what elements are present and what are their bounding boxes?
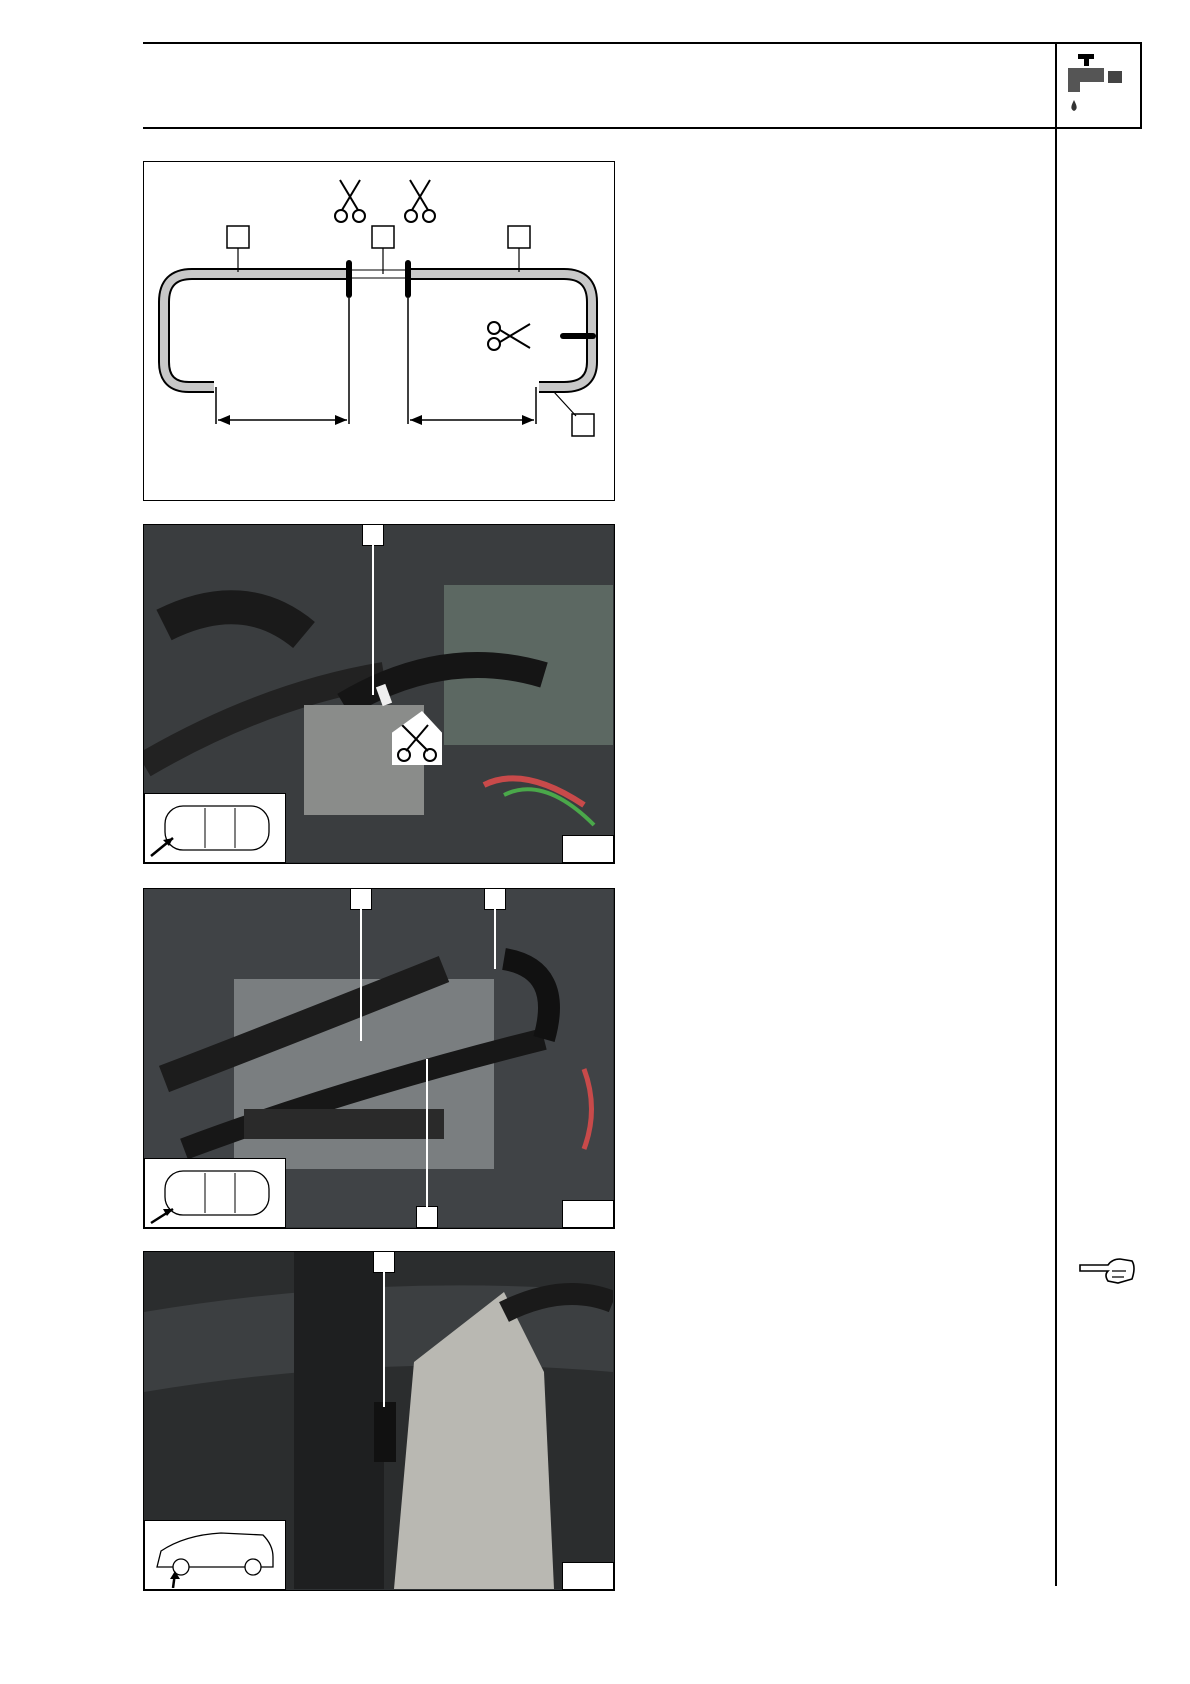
figure-tag	[562, 1562, 614, 1590]
callout-line	[372, 545, 374, 695]
callout-label	[362, 524, 384, 546]
scissors-icon	[334, 178, 366, 224]
callout-label	[484, 888, 506, 910]
callout-label	[373, 1251, 395, 1273]
callout-line	[494, 909, 496, 969]
right-column-rule	[1055, 42, 1057, 1586]
photo-3	[143, 1251, 615, 1591]
car-top-view-icon	[144, 1158, 286, 1228]
callout-line	[383, 1272, 385, 1407]
photo-1	[143, 524, 615, 864]
scissors-icon	[486, 320, 532, 352]
car-side-view-icon	[144, 1520, 286, 1590]
callout-label	[350, 888, 372, 910]
photo-2	[143, 888, 615, 1229]
header-bottom-rule	[143, 127, 1142, 129]
callout-label	[416, 1206, 438, 1228]
hose-cutting-diagram	[143, 161, 615, 501]
car-top-view-icon	[144, 793, 286, 863]
pointing-hand-icon	[1078, 1253, 1138, 1287]
callout-line	[360, 909, 362, 1041]
coolant-tap-icon	[1060, 48, 1138, 122]
header-top-rule	[143, 42, 1142, 44]
scissors-icon	[404, 178, 436, 224]
figure-tag	[562, 835, 614, 863]
header-box-right-rule	[1140, 42, 1142, 129]
callout-line	[426, 1059, 428, 1207]
figure-tag	[562, 1200, 614, 1228]
